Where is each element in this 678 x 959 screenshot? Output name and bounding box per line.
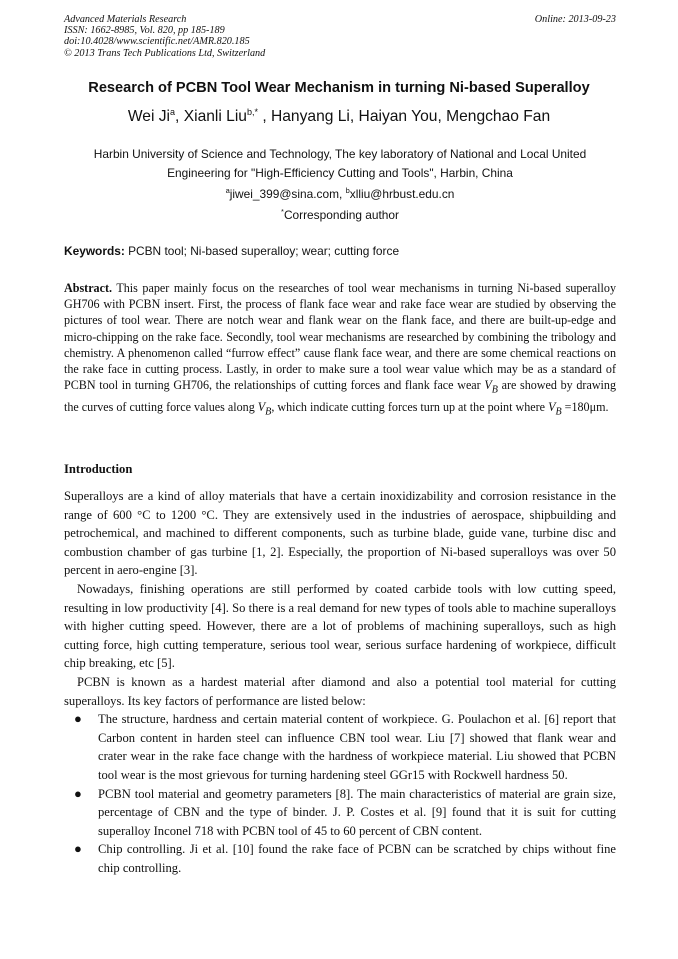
bullet-icon: ● (74, 785, 82, 801)
abstract-text-2: are showed by drawing the curves of cutting force values along (64, 378, 617, 414)
author-1-affil: a (170, 107, 176, 117)
corresponding-text: Corresponding author (283, 207, 399, 222)
list-item-text: Chip controlling. Ji et al. [10] found the rake face of PCBN can be scratched by chips without fine chip controlling. (98, 842, 616, 875)
email-a-marker: a (225, 186, 230, 195)
list-item (64, 840, 616, 877)
bullet-icon: ● (74, 841, 82, 857)
abstract-text-1: This paper mainly focus on the researches of tool wear mechanisms in turning Ni-based superalloy GH706 with PCBN insert. First, the process of flank face wear and rake face wear are studied by observing the pictures of tool wear. There are notch wear and flank wear on the flank face, and there are built-up-edge and micro-chipping on the rake face. Secondly, tool wear mechanisms are researched by combining the tribology and chemistry. A phenomenon called “furrow effect” cause flank face wear, and there are some chemical reactions on the rake face in cutting process. Lastly, in order to make sure a tool wear value which may be as a standard of PCBN tool in turning GH706, the relationships of cutting forces and flank face wear (64, 281, 616, 393)
intro-paragraph-3: PCBN is known as a hardest material after diamond and also a potential tool material for cutting superalloys. Its key factors of performance are listed below: (64, 674, 616, 708)
journal-doi[interactable]: doi:10.4028/www.scientific.net/AMR.820.185 (64, 36, 250, 48)
vb-subscript: B (491, 384, 498, 396)
keywords-label: Keywords: (64, 244, 125, 258)
abstract-label: Abstract. (64, 281, 113, 295)
author-2: Xianli Liu (183, 108, 247, 126)
vb-symbol: V (548, 399, 556, 414)
corresponding-star: * (281, 207, 284, 216)
author-1: Wei Ji (127, 108, 171, 126)
journal-header (64, 14, 616, 59)
email-a[interactable]: jiwei_399@sina.com, (229, 186, 346, 201)
abstract-text-4: =180μm. (561, 399, 609, 414)
author-list (40, 107, 638, 126)
introduction-body (64, 487, 616, 877)
author-separator: , (175, 108, 184, 126)
bullet-icon: ● (74, 711, 82, 727)
affiliation-line-1: Harbin University of Science and Technology, The key laboratory of National and Local United (93, 147, 587, 161)
affiliation-line-2: Engineering for "High-Efficiency Cutting and Tools", Harbin, China (167, 166, 513, 180)
intro-paragraph-1: Superalloys are a kind of alloy materials that have a certain inoxidizability and corrosion resistance in the range of 600 °C to 1200 °C. They are extensively used in the industries of aerospace, shipbuilding and petrochemical, and machined to different components, such as turbine blade, guide vane, turbine disc and combustion chamber of gas turbine [1, 2]. Especially, the proportion of Ni-based superalloys was over 50 percent in aero-engine [3]. (64, 489, 616, 578)
email-b[interactable]: xlliu@hrbust.edu.cn (349, 186, 455, 201)
online-date: Online: 2013-09-23 (534, 14, 616, 25)
abstract (64, 280, 616, 420)
email-b-marker: b (345, 186, 350, 195)
list-item-text: The structure, hardness and certain material content of workpiece. G. Poulachon et al. [6] report that Carbon content in harden steel can influence CBN tool wear. Liu [7] showed that flank wear and crater wear in the rake face change with the hardness of workpiece material. Liu showed that PCBN tool wear is the most grievous for turning hardening steel GGr15 with Rockwell hardness 50. (98, 712, 616, 782)
affiliation (64, 145, 616, 183)
corresponding-author-note (64, 207, 616, 222)
keywords-text: PCBN tool; Ni-based superalloy; wear; cutting force (124, 244, 400, 258)
author-2-affil: b,* (246, 107, 258, 117)
vb-symbol: V (484, 378, 492, 393)
intro-paragraph-2: Nowadays, finishing operations are still performed by coated carbide tools with low cutting speed, resulting in low productivity [4]. So there is a real demand for new types of tools able to machine superalloys with higher cutting speed. However, there are a lot of problems of machining superalloys, such as high cutting force, high cutting temperature, serious tool wear, serious surface hardening of workpiece, difficult chip breaking, etc [5]. (64, 581, 616, 671)
list-item (64, 710, 616, 784)
vb-symbol: V (257, 399, 266, 414)
key-factors-list (64, 710, 616, 877)
abstract-text-3: , which indicate cutting forces turn up at the point where (271, 399, 549, 414)
list-item-text: PCBN tool material and geometry parameters [8]. The main characteristics of material are grain size, percentage of CBN and the type of binder. J. P. Costes et al. [9] found that it is suit for cutting superalloy Inconel 718 with PCBN tool of 45 to 60 percent of CBN content. (98, 786, 616, 838)
journal-copyright: © 2013 Trans Tech Publications Ltd, Switzerland (64, 47, 266, 59)
paper-title: Research of PCBN Tool Wear Mechanism in turning Ni-based Superalloy (88, 80, 590, 96)
vb-subscript: B (265, 406, 272, 418)
author-emails (64, 186, 616, 201)
other-authors: , Hanyang Li, Haiyan You, Mengchao Fan (258, 108, 551, 126)
journal-name: Advanced Materials Research (64, 14, 187, 25)
vb-subscript: B (555, 406, 562, 418)
list-item (64, 785, 616, 841)
section-heading-introduction: Introduction (64, 462, 133, 476)
keywords (64, 244, 616, 258)
journal-issn: ISSN: 1662-8985, Vol. 820, pp 185-189 (64, 25, 225, 37)
